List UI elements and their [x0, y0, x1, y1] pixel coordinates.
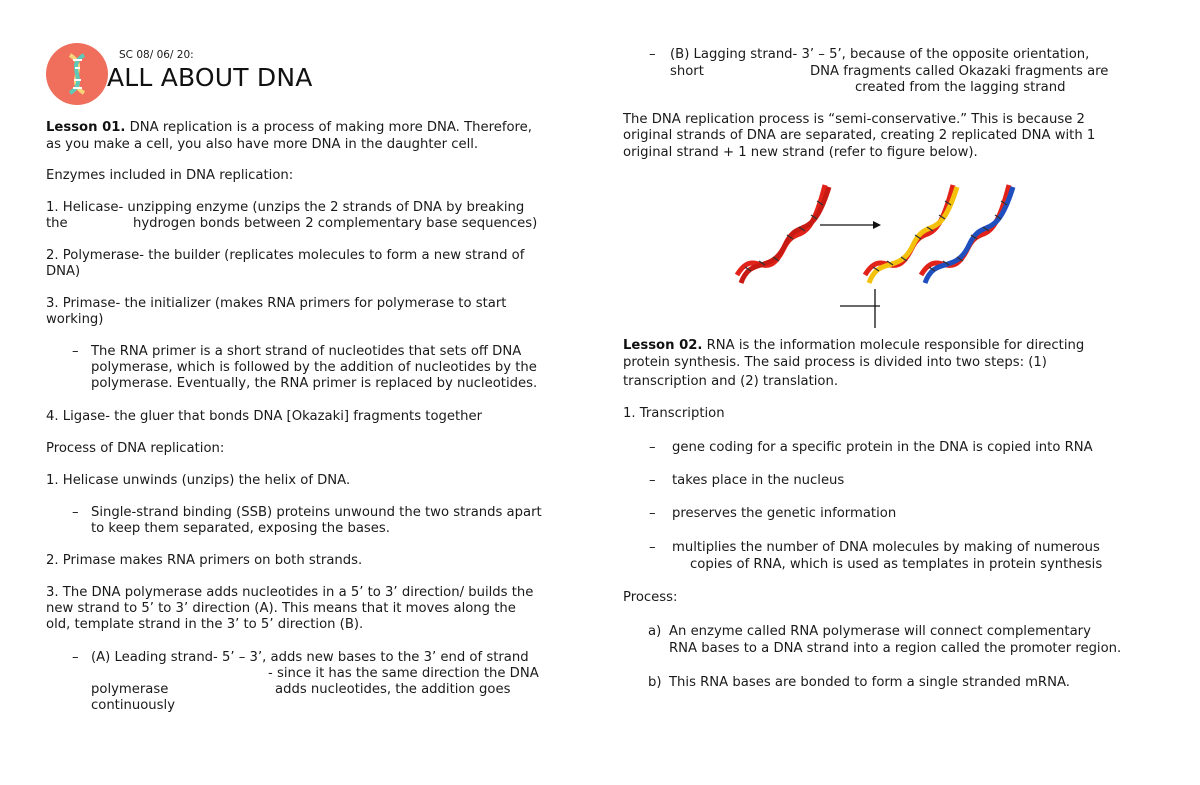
leading-line4: continuously — [91, 698, 175, 713]
primase-line2: working) — [46, 312, 104, 327]
transcription-bullet-4a: multiplies the number of DNA molecules by making of numerous — [672, 540, 1100, 555]
lesson01-intro-line1: Lesson 01. DNA replication is a process of making more DNA. Therefore, — [46, 120, 532, 135]
bullet-dash: – — [72, 344, 79, 359]
lagging-line1: (B) Lagging strand- 3’ – 5’, because of the opposite orientation, — [670, 47, 1090, 62]
parent-dna-icon — [737, 185, 829, 283]
lesson02-line3: transcription and (2) translation. — [623, 374, 839, 389]
lesson02-line2: protein synthesis. The said process is divided into two steps: (1) — [623, 355, 1047, 370]
enzymes-heading: Enzymes included in DNA replication: — [46, 168, 294, 183]
primase-line1: 3. Primase- the initializer (makes RNA primers for polymerase to start — [46, 296, 507, 311]
lesson01-label: Lesson 01. — [46, 120, 126, 135]
polymerase-line1: 2. Polymerase- the builder (replicates molecules to form a new strand of — [46, 248, 525, 263]
transcription-heading: 1. Transcription — [623, 406, 725, 421]
leading-line2: - since it has the same direction the DNA — [268, 666, 539, 681]
ligase-line: 4. Ligase- the gluer that bonds DNA [Okazaki] fragments together — [46, 409, 483, 424]
helicase-line1: 1. Helicase- unzipping enzyme (unzips the 2 strands of DNA by breaking — [46, 200, 525, 215]
daughter-dna-1-icon — [865, 185, 957, 283]
process-heading: Process of DNA replication: — [46, 441, 225, 456]
step3-line1: 3. The DNA polymerase adds nucleotides in a 5’ to 3’ direction/ builds the — [46, 585, 534, 600]
dna-logo — [46, 43, 108, 105]
helicase-line2a: the — [46, 216, 68, 231]
bullet-dash: – — [649, 473, 656, 488]
bullet-dash: – — [649, 506, 656, 521]
semi-line1: The DNA replication process is “semi-conservative.” This is because 2 — [623, 112, 1085, 127]
step-a-line2: RNA bases to a DNA strand into a region called the promoter region. — [669, 641, 1122, 656]
lesson02-line1: Lesson 02. RNA is the information molecule responsible for directing — [623, 338, 1085, 353]
bullet-dash: – — [649, 47, 656, 62]
step1-line: 1. Helicase unwinds (unzips) the helix of DNA. — [46, 473, 351, 488]
dna-helix-icon — [46, 43, 108, 105]
bullet-dash: – — [72, 505, 79, 520]
arrow-head-icon — [873, 221, 881, 229]
primer-bullet-line2: polymerase, which is followed by the addition of nucleotides by the — [91, 360, 537, 375]
leading-line3b: adds nucleotides, the addition goes — [275, 682, 511, 697]
step3-line2: new strand to 5’ to 3’ direction (A). This means that it moves along the — [46, 601, 516, 616]
rna-process-heading: Process: — [623, 590, 678, 605]
lagging-line2b: DNA fragments called Okazaki fragments are — [810, 64, 1109, 79]
lesson02-label: Lesson 02. — [623, 338, 703, 353]
lagging-line2a: short — [670, 64, 704, 79]
step-a-line1: An enzyme called RNA polymerase will connect complementary — [669, 624, 1091, 639]
leading-line3a: polymerase — [91, 682, 169, 697]
semi-line2: original strands of DNA are separated, creating 2 replicated DNA with 1 — [623, 128, 1096, 143]
lagging-line3: created from the lagging strand — [855, 80, 1066, 95]
lesson01-intro-line2: as you make a cell, you also have more DNA in the daughter cell. — [46, 137, 479, 152]
transcription-bullet-1: gene coding for a specific protein in the DNA is copied into RNA — [672, 440, 1093, 455]
ssb-line2: to keep them separated, exposing the bases. — [91, 521, 390, 536]
step-b-line1: This RNA bases are bonded to form a single stranded mRNA. — [669, 675, 1070, 690]
transcription-bullet-2: takes place in the nucleus — [672, 473, 845, 488]
bullet-dash: – — [72, 650, 79, 665]
primer-bullet-line1: The RNA primer is a short strand of nucleotides that sets off DNA — [91, 344, 522, 359]
polymerase-line2: DNA) — [46, 264, 81, 279]
transcription-bullet-4b: copies of RNA, which is used as templates in protein synthesis — [690, 557, 1103, 572]
daughter-dna-2-icon — [921, 185, 1013, 283]
bullet-dash: – — [649, 540, 656, 555]
step3-line3: old, template strand in the 3’ to 5’ direction (B). — [46, 617, 364, 632]
date-label: SC 08/ 06/ 20: — [119, 49, 194, 61]
bullet-dash: – — [649, 440, 656, 455]
ssb-line1: Single-strand binding (SSB) proteins unwound the two strands apart — [91, 505, 542, 520]
semi-line3: original strand + 1 new strand (refer to figure below). — [623, 145, 978, 160]
transcription-bullet-3: preserves the genetic information — [672, 506, 897, 521]
dna-replication-figure — [725, 175, 1035, 335]
step2-line: 2. Primase makes RNA primers on both strands. — [46, 553, 363, 568]
leading-line1: (A) Leading strand- 5’ – 3’, adds new bases to the 3’ end of strand — [91, 650, 529, 665]
helicase-line2b: hydrogen bonds between 2 complementary base sequences) — [133, 216, 538, 231]
page-title: ALL ABOUT DNA — [107, 63, 313, 92]
step-a-marker: a) — [648, 624, 662, 639]
step-b-marker: b) — [648, 675, 662, 690]
primer-bullet-line3: polymerase. Eventually, the RNA primer is replaced by nucleotides. — [91, 376, 538, 391]
